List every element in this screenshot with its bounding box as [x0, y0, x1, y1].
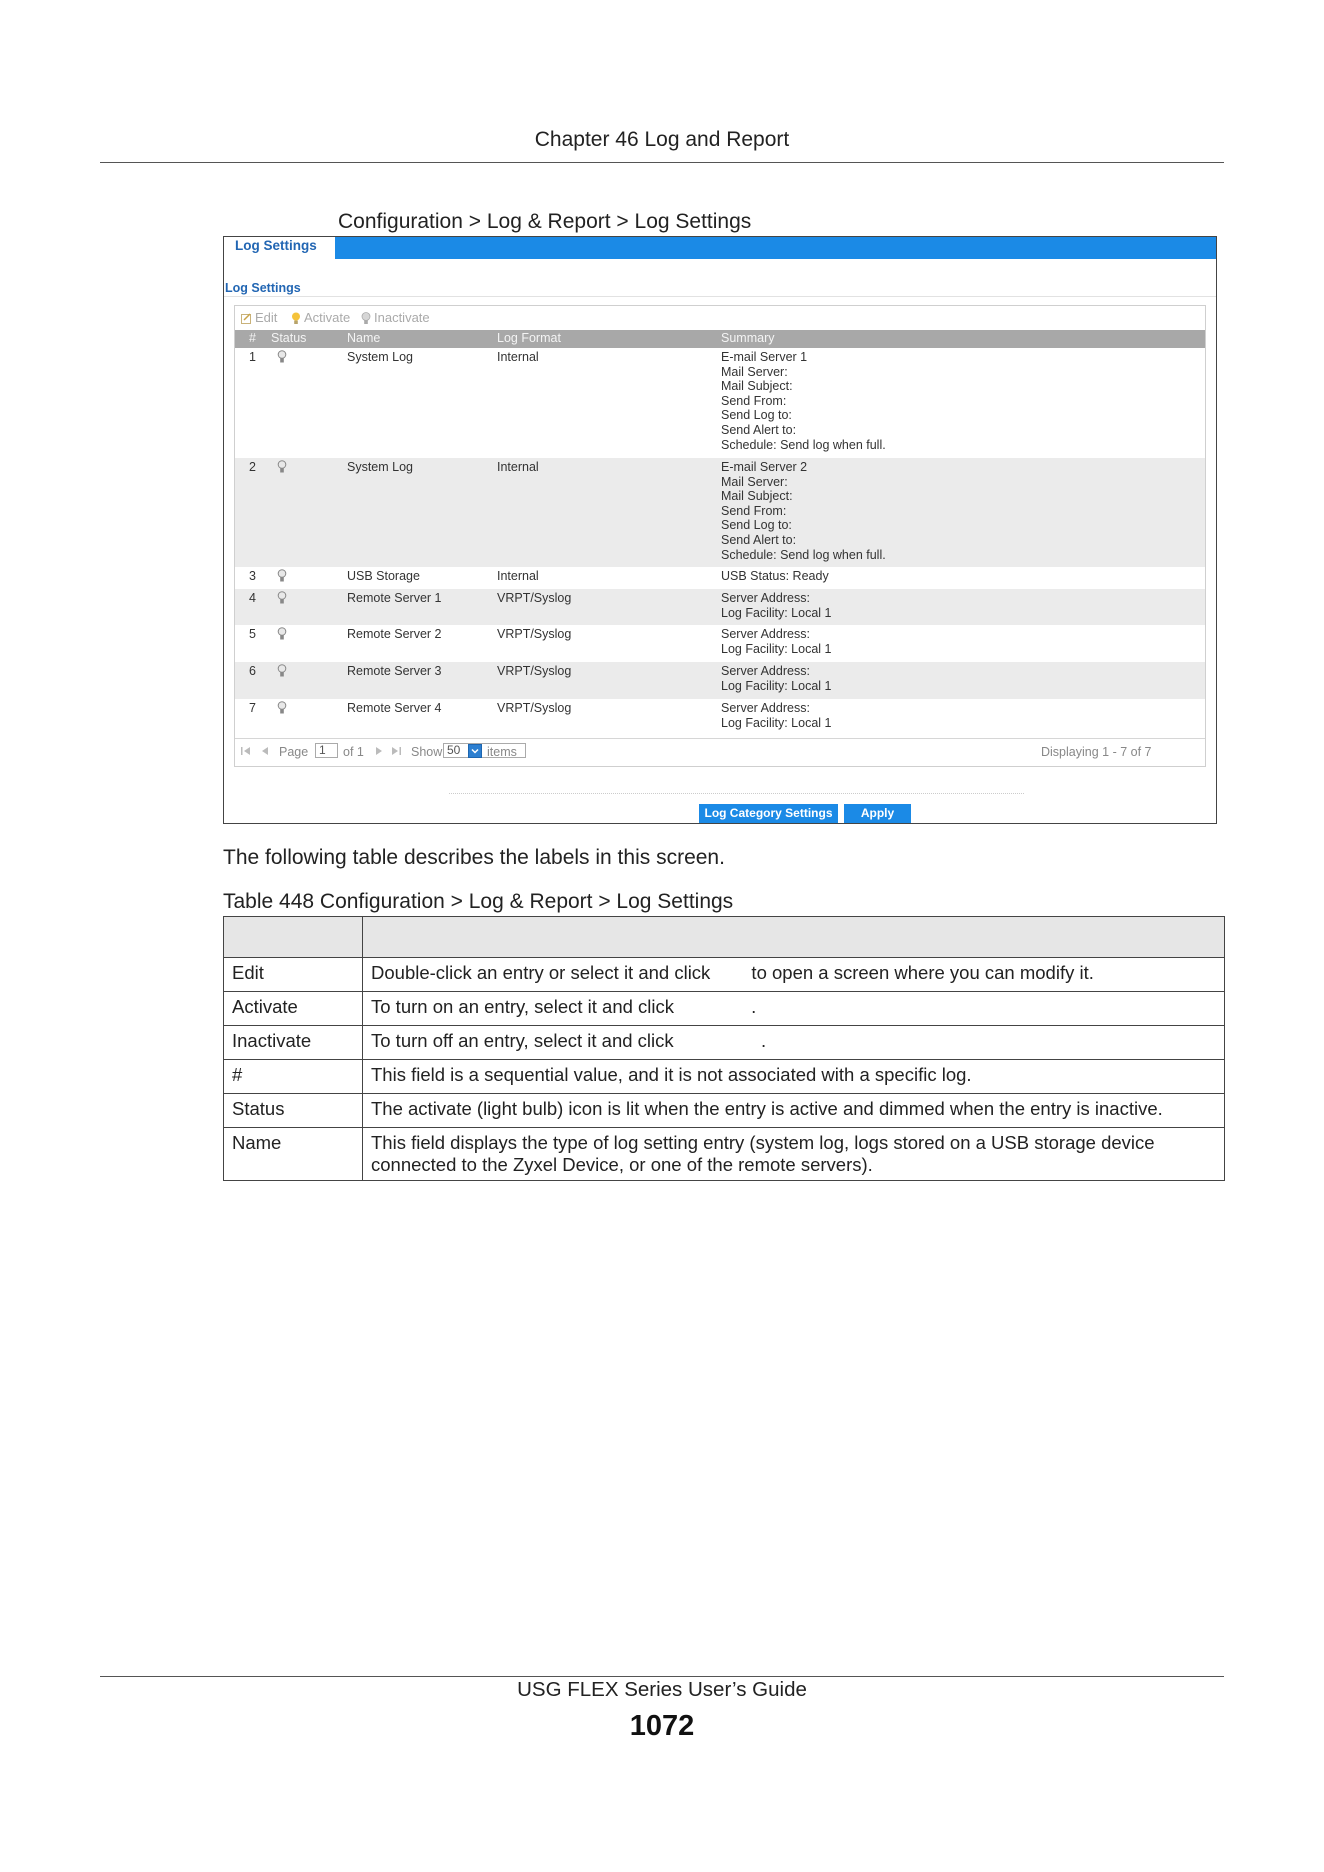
prev-page-icon[interactable]	[261, 746, 269, 756]
column-header-summary[interactable]: Summary	[721, 331, 775, 345]
table-caption: Table 448 Configuration > Log & Report > Log Settings	[223, 890, 734, 913]
row-name: Remote Server 4	[347, 701, 442, 715]
table-row[interactable]	[235, 699, 1205, 737]
next-page-icon[interactable]	[375, 746, 383, 756]
status-lightbulb-icon[interactable]	[277, 664, 287, 678]
row-log-format: VRPT/Syslog	[497, 701, 572, 715]
row-label: Status	[224, 1094, 363, 1128]
table-row	[224, 1094, 1225, 1128]
row-num: 5	[249, 627, 256, 641]
description-header	[363, 917, 1225, 958]
row-name: System Log	[347, 460, 414, 474]
row-name: Remote Server 3	[347, 664, 442, 678]
row-name: Remote Server 1	[347, 591, 442, 605]
row-name: Remote Server 2	[347, 627, 442, 641]
row-label: Activate	[224, 992, 363, 1026]
inactivate-button[interactable]	[361, 310, 430, 325]
row-description: The activate (light bulb) icon is lit when the entry is active and dimmed when the entry is inactive.	[363, 1094, 1225, 1128]
page-input[interactable]: 1	[315, 743, 338, 758]
footer-rule	[100, 1676, 1224, 1677]
table-row	[224, 958, 1225, 992]
status-lightbulb-icon[interactable]	[277, 460, 287, 474]
table-row	[224, 1060, 1225, 1094]
row-num: 4	[249, 591, 256, 605]
row-log-format: VRPT/Syslog	[497, 591, 572, 605]
row-summary: USB Status: Ready	[721, 569, 829, 583]
row-label: Edit	[224, 958, 363, 992]
row-label: Name	[224, 1128, 363, 1181]
edit-icon	[241, 313, 252, 324]
row-num: 1	[249, 350, 256, 364]
apply-button[interactable]: Apply	[844, 804, 911, 823]
row-summary: Server Address: Log Facility: Local 1	[721, 591, 832, 620]
row-name: USB Storage	[347, 569, 420, 583]
row-description: To turn off an entry, select it and click .	[363, 1026, 1225, 1060]
row-description: This field displays the type of log setting entry (system log, logs stored on a USB storage device connected to the Zyxel Device, or one of the remote servers).	[363, 1128, 1225, 1181]
log-settings-screenshot	[223, 236, 1217, 824]
page-number: 1072	[629, 1710, 695, 1742]
table-row[interactable]	[235, 662, 1205, 699]
show-label: Show	[411, 745, 443, 759]
status-lightbulb-icon[interactable]	[277, 627, 287, 641]
row-summary: Server Address: Log Facility: Local 1	[721, 627, 832, 656]
page-label: Page	[279, 745, 309, 759]
column-header-num[interactable]: #	[249, 331, 256, 345]
table-row[interactable]	[235, 625, 1205, 662]
lightbulb-off-icon	[361, 312, 371, 325]
row-summary: E-mail Server 2 Mail Server: Mail Subject: Send From: Send Log to: Send Alert to: Schedule: Send log when full.	[721, 460, 886, 562]
edit-label: Edit	[255, 310, 278, 325]
divider	[449, 793, 1024, 794]
table-row[interactable]	[235, 348, 1205, 458]
edit-button[interactable]	[241, 310, 277, 325]
log-category-settings-button[interactable]: Log Category Settings	[699, 804, 838, 823]
row-summary: Server Address: Log Facility: Local 1	[721, 701, 832, 730]
row-log-format: VRPT/Syslog	[497, 664, 572, 678]
status-lightbulb-icon[interactable]	[277, 701, 287, 715]
row-num: 7	[249, 701, 256, 715]
activate-button[interactable]	[291, 310, 350, 325]
table-row[interactable]	[235, 589, 1205, 625]
footer-title: USG FLEX Series User’s Guide	[517, 1678, 807, 1701]
grid-header	[235, 330, 1205, 348]
table-row	[224, 1128, 1225, 1181]
divider	[224, 296, 1216, 297]
log-settings-grid	[234, 305, 1206, 767]
items-per-page-select[interactable]: 50	[443, 743, 526, 758]
activate-label: Activate	[304, 310, 351, 325]
pagination-bar	[235, 738, 1205, 763]
tab-bar	[224, 237, 1216, 259]
table-header-row	[224, 917, 1225, 958]
first-page-icon[interactable]	[241, 746, 251, 756]
page-of-label: of 1	[343, 745, 364, 759]
status-lightbulb-icon[interactable]	[277, 569, 287, 583]
table-row[interactable]	[235, 567, 1205, 589]
row-log-format: Internal	[497, 350, 539, 364]
row-description: This field is a sequential value, and it is not associated with a specific log.	[363, 1060, 1225, 1094]
row-num: 3	[249, 569, 256, 583]
last-page-icon[interactable]	[391, 746, 401, 756]
status-lightbulb-icon[interactable]	[277, 350, 287, 364]
table-row	[224, 1026, 1225, 1060]
header-rule	[100, 162, 1224, 163]
row-summary: Server Address: Log Facility: Local 1	[721, 664, 832, 693]
column-header-log-format[interactable]: Log Format	[497, 331, 561, 345]
row-name: System Log	[347, 350, 414, 364]
label-header	[224, 917, 363, 958]
row-summary: E-mail Server 1 Mail Server: Mail Subject: Send From: Send Log to: Send Alert to: Schedule: Send log when full.	[721, 350, 886, 452]
row-log-format: Internal	[497, 569, 539, 583]
column-header-name[interactable]: Name	[347, 331, 381, 345]
column-header-status[interactable]: Status	[271, 331, 307, 345]
row-label: #	[224, 1060, 363, 1094]
row-log-format: Internal	[497, 460, 539, 474]
row-log-format: VRPT/Syslog	[497, 627, 572, 641]
row-description: Double-click an entry or select it and click to open a screen where you can modify it.	[363, 958, 1225, 992]
intro-text: The following table describes the labels in this screen.	[223, 846, 725, 869]
displaying-count: Displaying 1 - 7 of 7	[1041, 745, 1152, 759]
row-num: 6	[249, 664, 256, 678]
section-title: Log Settings	[225, 281, 301, 295]
inactivate-label: Inactivate	[374, 310, 430, 325]
lightbulb-on-icon	[291, 312, 301, 325]
table-row[interactable]	[235, 458, 1205, 567]
items-label: items	[487, 745, 517, 759]
chapter-header: Chapter 46 Log and Report	[534, 128, 790, 151]
tab-log-settings[interactable]	[224, 237, 335, 261]
figure-caption: Configuration > Log & Report > Log Settings	[338, 210, 752, 233]
row-description: To turn on an entry, select it and click .	[363, 992, 1225, 1026]
table-row	[224, 992, 1225, 1026]
chevron-down-icon[interactable]	[468, 744, 482, 758]
description-table	[223, 916, 1225, 1181]
row-label: Inactivate	[224, 1026, 363, 1060]
status-lightbulb-icon[interactable]	[277, 591, 287, 605]
row-num: 2	[249, 460, 256, 474]
tab-label: Log Settings	[235, 238, 317, 253]
